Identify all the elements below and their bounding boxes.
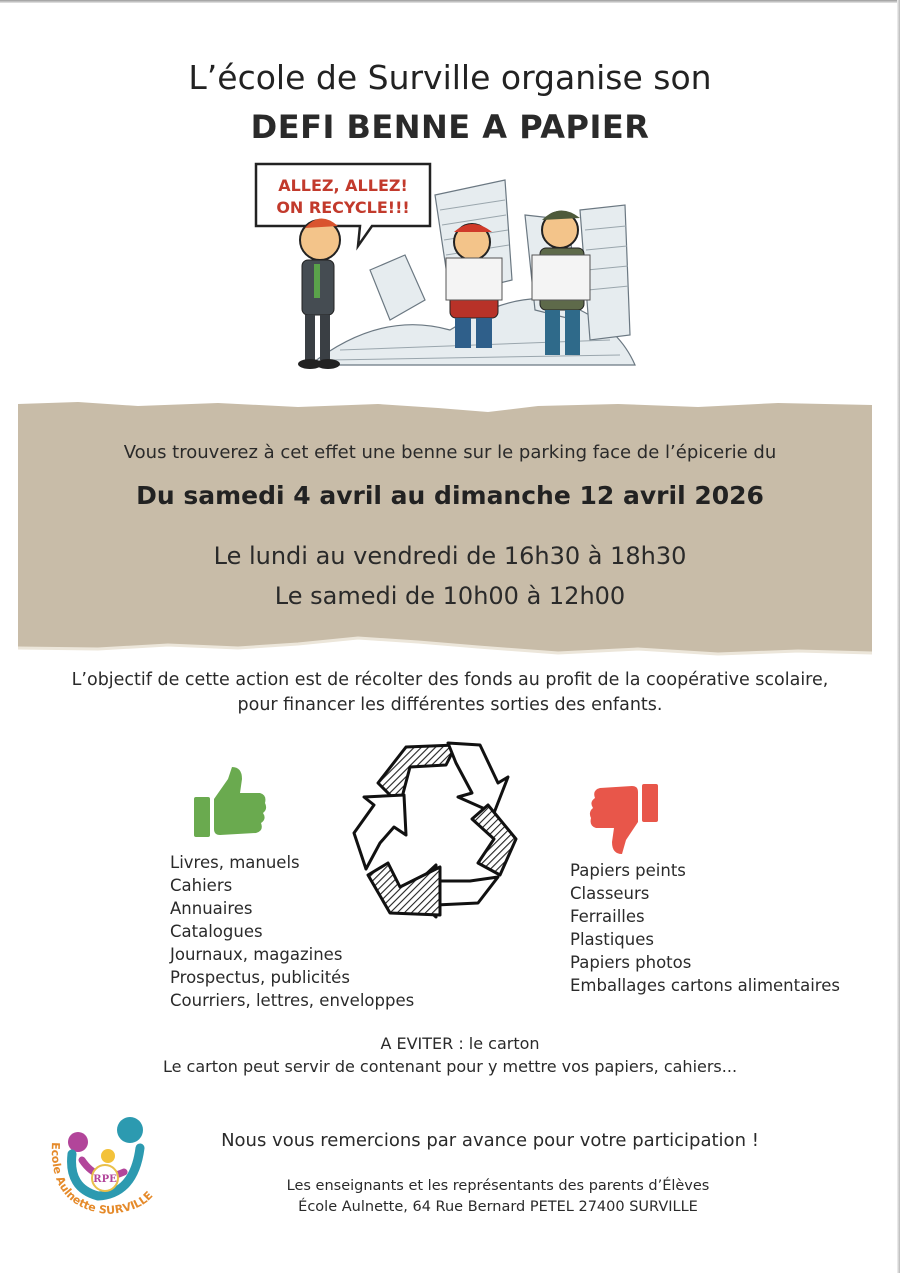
info-intro: Vous trouverez à cet effet une benne sur le parking face de l’épicerie du xyxy=(123,442,777,463)
list-item: Papiers peints xyxy=(570,861,686,880)
title-intro: L’école de Surville organise son xyxy=(188,58,712,97)
objective-text xyxy=(0,668,900,718)
school-logo xyxy=(38,1108,168,1228)
objective-line-1: L’objectif de cette action est de récolter des fonds au profit de la coopérative scolaire, xyxy=(71,670,829,690)
list-item: Ferrailles xyxy=(570,907,645,926)
thumbs-down-icon xyxy=(588,782,660,856)
list-item: Catalogues xyxy=(170,922,263,941)
avoid-note: Le carton peut servir de contenant pour y mettre vos papiers, cahiers... xyxy=(162,1057,738,1076)
logo-ring-text: Ecole Aulnette SURVILLE xyxy=(48,1142,156,1218)
speech-line-2: ON RECYCLE!!! xyxy=(276,198,410,217)
event-dates: Du samedi 4 avril au dimanche 12 avril 2026 xyxy=(136,481,764,510)
avoid-heading: A EVITER : le carton xyxy=(380,1034,540,1053)
recycling-cartoon xyxy=(250,160,650,382)
list-item: Livres, manuels xyxy=(170,853,300,872)
objective-line-2: pour financer les différentes sorties des enfants. xyxy=(237,695,663,715)
logo-badge: RPE xyxy=(93,1174,117,1185)
list-item: Papiers photos xyxy=(570,953,692,972)
event-title: DEFI BENNE A PAPIER xyxy=(250,108,650,146)
list-item: Classeurs xyxy=(570,884,650,903)
speech-line-1: ALLEZ, ALLEZ! xyxy=(278,176,408,195)
list-item: Journaux, magazines xyxy=(170,945,343,964)
signature-line-2: École Aulnette, 64 Rue Bernard PETEL 27400 SURVILLE xyxy=(298,1199,698,1215)
thumbs-up-icon xyxy=(190,765,268,840)
hours-saturday: Le samedi de 10h00 à 12h00 xyxy=(274,582,626,610)
accepted-list xyxy=(170,851,414,1012)
signature xyxy=(48,1176,900,1218)
info-band xyxy=(18,398,872,656)
signature-line-1: Les enseignants et les représentants des parents d’Élèves xyxy=(286,1178,710,1194)
list-item: Courriers, lettres, enveloppes xyxy=(170,991,415,1010)
list-item: Annuaires xyxy=(170,899,253,918)
list-item: Emballages cartons alimentaires xyxy=(570,976,840,995)
hours-weekday: Le lundi au vendredi de 16h30 à 18h30 xyxy=(213,542,687,570)
scan-edge-top xyxy=(0,0,900,3)
rejected-list xyxy=(570,859,840,997)
list-item: Cahiers xyxy=(170,876,233,895)
thanks-message: Nous vous remercions par avance pour votre participation ! xyxy=(221,1130,759,1151)
list-item: Prospectus, publicités xyxy=(170,968,350,987)
list-item: Plastiques xyxy=(570,930,654,949)
